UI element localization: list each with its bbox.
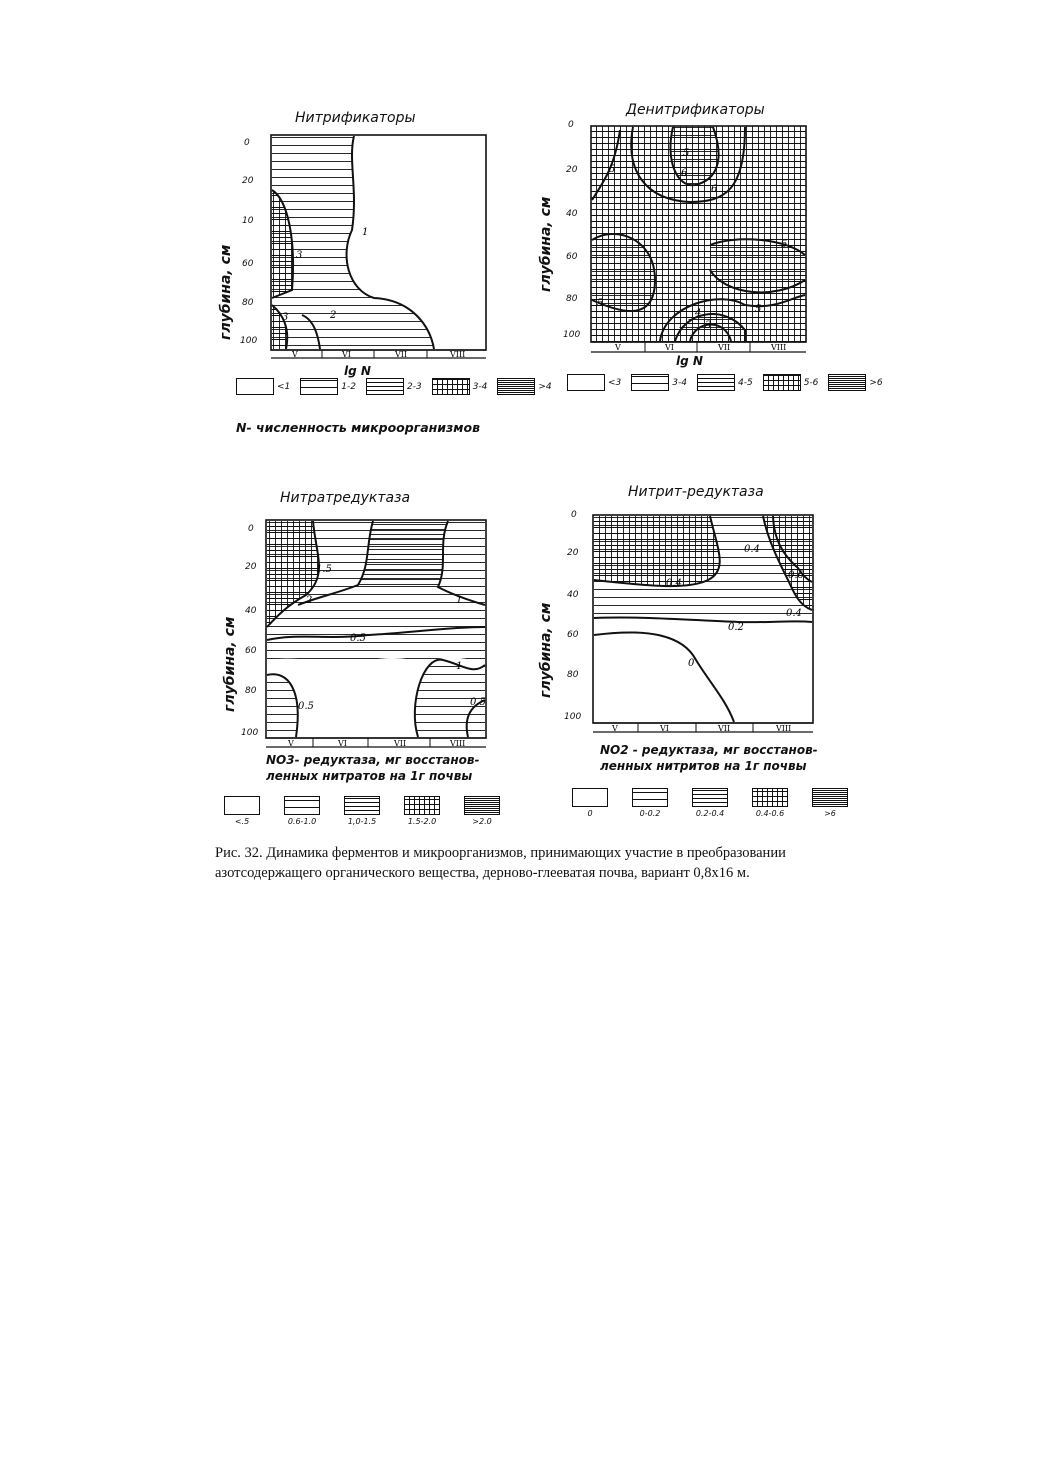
y-axis-label: глубина, см (218, 244, 234, 340)
month-label: VII (718, 724, 731, 733)
y-tick: 20 (242, 176, 254, 186)
y-tick: 20 (567, 548, 579, 558)
y-tick: 60 (567, 630, 579, 640)
contour-label: 0.2 (728, 622, 744, 633)
panel-title: Нитратредуктаза (280, 490, 411, 506)
month-label: VII (395, 350, 408, 359)
month-label: V (292, 350, 298, 359)
y-tick: 0 (248, 524, 254, 534)
panel-title: Нитрит-редуктаза (628, 484, 764, 500)
month-label: VI (338, 739, 347, 748)
legend-item: 1-2 (300, 378, 356, 395)
y-tick: 40 (567, 590, 579, 600)
y-axis-label: глубина, см (538, 196, 554, 292)
contour-label: 0.5 (350, 633, 366, 644)
y-tick: 100 (240, 336, 258, 346)
legend-item: 0.2-0.4 (692, 788, 728, 818)
contour-label: 0.6 (788, 570, 804, 581)
contour-label: 3 (705, 320, 712, 331)
legend-item: >6 (812, 788, 848, 818)
month-label: VIII (771, 343, 787, 352)
contour-label: 5 (683, 148, 690, 159)
legend-denitrifiers (567, 374, 893, 391)
y-tick: 0 (571, 510, 577, 520)
legend-item: >2.0 (464, 796, 500, 826)
contour-label: 0.5 (298, 701, 314, 712)
y-tick: 100 (563, 330, 581, 340)
legend-item: 1,0-1.5 (344, 796, 380, 826)
legend-item: 5-6 (763, 374, 819, 391)
y-tick: 20 (566, 165, 578, 175)
y-tick: 0 (244, 138, 250, 148)
month-label: VI (665, 343, 674, 352)
y-tick: 10 (242, 216, 254, 226)
legend-item: 2-3 (366, 378, 422, 395)
month-label: V (615, 343, 621, 352)
y-tick: 100 (564, 712, 582, 722)
contour-plot (585, 120, 810, 358)
legend-item: >4 (497, 378, 551, 395)
panel-title: Нитрификаторы (295, 110, 416, 126)
legend-item: <.5 (224, 796, 260, 826)
y-tick: 80 (245, 686, 257, 696)
y-axis-label: глубина, см (538, 602, 554, 698)
month-label: VIII (450, 739, 466, 748)
contour-label: 4 (695, 308, 702, 319)
contour-plot (258, 515, 493, 750)
legend-item: 1.5-2.0 (404, 796, 440, 826)
y-tick: 60 (245, 646, 257, 656)
contour-label: 6 (681, 168, 688, 179)
month-label: VIII (450, 350, 466, 359)
contour-label: 0.4 (744, 544, 760, 555)
month-label: VI (342, 350, 351, 359)
legend-nitrate-reductase (224, 796, 524, 826)
axis-note: lg N (676, 354, 703, 368)
legend-item: 3-4 (432, 378, 488, 395)
contour-label: 5 (597, 298, 604, 309)
axis-note: lg N (344, 364, 371, 378)
y-tick: 40 (245, 606, 257, 616)
contour-label: 0 (688, 658, 695, 669)
legend-nitrite-reductase (572, 788, 872, 818)
contour-label: 2 (330, 310, 337, 321)
y-tick: 0 (568, 120, 574, 130)
contour-label: 1 (456, 661, 463, 672)
legend-item: 0 (572, 788, 608, 818)
month-label: VII (718, 343, 731, 352)
month-label: V (288, 739, 294, 748)
footnote: N- численность микроорганизмов (236, 420, 481, 435)
axis-note: NO3- редуктаза, мг восстанов- ленных нитратов на 1г почвы (266, 753, 480, 783)
legend-item: <1 (236, 378, 290, 395)
legend-item: <3 (567, 374, 621, 391)
contour-plot (588, 510, 823, 742)
month-label: VI (660, 724, 669, 733)
y-tick: 80 (566, 294, 578, 304)
contour-label: 0.4 (666, 578, 682, 589)
legend-item: 0-0.2 (632, 788, 668, 818)
legend-item: 4-5 (697, 374, 753, 391)
contour-label: 0.4 (786, 608, 802, 619)
contour-label: 1 (456, 595, 463, 606)
contour-label: 5 (781, 239, 788, 250)
legend-item: 3-4 (631, 374, 687, 391)
y-tick: 60 (242, 259, 254, 269)
contour-label: 1.5 (316, 564, 332, 575)
contour-label: 5 (609, 164, 616, 175)
contour-label: 6 (711, 184, 718, 195)
legend-item: >6 (828, 374, 882, 391)
contour-plot (262, 130, 492, 362)
legend-item: 0.4-0.6 (752, 788, 788, 818)
y-tick: 80 (242, 298, 254, 308)
axis-note: NO2 - редуктаза, мг восстанов- ленных нитритов на 1г почвы (600, 743, 818, 773)
figure-caption: Рис. 32. Динамика ферментов и микроорганизмов, принимающих участие в преобразовании азотсодержащего органического вещества, дерново-глееватая почва, вариант 0,8х16 м. (215, 845, 786, 881)
y-tick: 60 (566, 252, 578, 262)
month-label: V (612, 724, 618, 733)
panel-title: Денитрификаторы (626, 102, 765, 118)
y-tick: 20 (245, 562, 257, 572)
y-tick: 80 (567, 670, 579, 680)
contour-label: 5 (755, 304, 762, 315)
month-label: VIII (776, 724, 792, 733)
legend-item: 0.6-1.0 (284, 796, 320, 826)
contour-label: 2 (306, 595, 313, 606)
legend-nitrifiers (236, 378, 562, 395)
y-tick: 40 (566, 209, 578, 219)
contour-label: 3 (296, 250, 303, 261)
month-label: VII (394, 739, 407, 748)
y-tick: 100 (241, 728, 259, 738)
contour-label: 0.5 (470, 697, 486, 708)
contour-label: 1 (362, 227, 369, 238)
y-axis-label: глубина, см (222, 616, 238, 712)
contour-label: 3 (282, 312, 289, 323)
